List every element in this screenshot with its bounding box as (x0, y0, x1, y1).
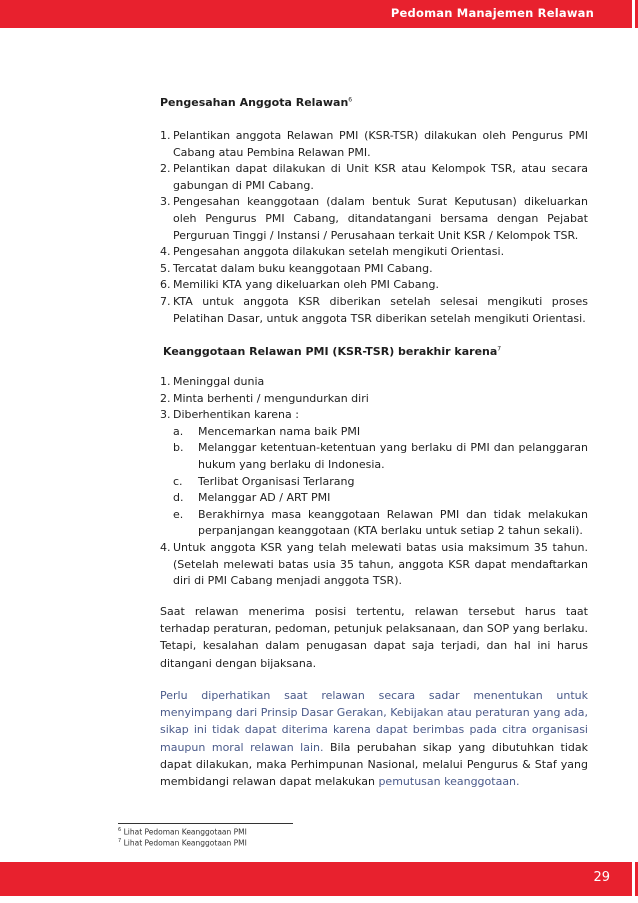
list-item: 3. Diberhentikan karena : a. Mencemarkan nama baik PMI b. Melanggar ketentuan-ketentuan yang berlaku di PMI dan pelanggaran hukum yang berlaku di Indonesia. c. Terlibat Organisasi Terlarang d. Melanggar AD / ART PMI e. Berakhirnya masa keanggotaan Relawan PMI dan tidak melakukan perpanjangan keanggotaan (KTA berlaku untuk setiap 2 tahun sekali). (160, 407, 588, 540)
list-item: 4. Pengesahan anggota dilakukan setelah mengikuti Orientasi. (160, 245, 505, 259)
sub-list-item: c. Terlibat Organisasi Terlarang (173, 474, 355, 488)
section1-list (160, 128, 588, 327)
list-item: 2. Pelantikan dapat dilakukan di Unit KSR atau Kelompok TSR, atau secara gabungan di PMI Cabang. (160, 162, 588, 192)
footnote-ref-6: 6 (348, 96, 353, 104)
list-item: 4. Untuk anggota KSR yang telah melewati batas usia maksimum 35 tahun. (Setelah melewati batas usia 35 tahun, anggota KSR dapat mendaftarkan diri di PMI Cabang menjadi anggota TSR). (160, 540, 588, 588)
paragraph-1: Saat relawan menerima posisi tertentu, relawan tersebut harus taat terhadap peraturan, pedoman, petunjuk pelaksanaan, dan SOP yang berlaku. Tetapi, kesalahan dalam penugasan dapat saja terjadi, dan hal ini harus ditangani dengan bijaksana. (160, 605, 588, 670)
paragraph-2-end: pemutusan keanggotaan. (378, 775, 520, 789)
sub-list-item: b. Melanggar ketentuan-ketentuan yang berlaku di PMI dan pelanggaran hukum yang berlaku di Indonesia. (173, 441, 588, 471)
section2-title: Keanggotaan Relawan PMI (KSR-TSR) berakhir karena$^7$ (163, 345, 502, 358)
sub-list-item: a. Mencemarkan nama baik PMI (173, 424, 361, 438)
list-item: 1. Meninggal dunia (160, 375, 265, 388)
footnote-7: $^7$ Lihat Pedoman Keanggotaan PMI (118, 838, 247, 848)
paragraph-2-body: Bila perubahan sikap yang dibutuhkan tidak dapat dilakukan, maka Perhimpunan Nasional, melalui Pengurus & Staf yang membidangi relawan dapat melakukan (160, 740, 588, 789)
sub-list-item: d. Melanggar AD / ART PMI (173, 491, 331, 505)
list-item: 5. Tercatat dalam buku keanggotaan PMI Cabang. (160, 261, 433, 275)
list-item: 3. Pengesahan keanggotaan (dalam bentuk Surat Keputusan) dikeluarkan oleh Pengurus PMI Cabang, ditandatangani bersama dengan Pejabat Perguruan Tinggi / Instansi / Perusahaan terkait Unit KSR / Kelompok TSR. (160, 195, 588, 242)
list-item: 2. Minta berhenti / mengundurkan diri (160, 391, 369, 405)
list-item: 7. KTA untuk anggota KSR diberikan setelah selesai mengikuti proses Pelatihan Dasar, untuk anggota TSR diberikan setelah mengikuti Orientasi. (160, 294, 588, 325)
sub-list (173, 424, 588, 540)
list-item: 1. Pelantikan anggota Relawan PMI (KSR-TSR) dilakukan oleh Pengurus PMI Cabang atau Pembina Relawan PMI. (160, 129, 588, 159)
footer-bar (0, 862, 638, 896)
footnote-ref-7: 7 (497, 345, 502, 353)
paragraph-2-highlight: Perlu diperhatikan saat relawan secara sadar menentukan untuk menyimpang dari Prinsip Dasar Gerakan, Kebijakan atau peraturan yang ada, sikap ini tidak dapat diterima karena dapat berimbas pada citra organisasi maupun moral relawan lain. (160, 689, 588, 754)
list-item: 6. Memiliki KTA yang dikeluarkan oleh PMI Cabang. (160, 278, 439, 292)
paragraph-2 (160, 687, 588, 790)
header-title: Pedoman Manajemen Relawan (390, 6, 594, 20)
page-number: 29 (593, 870, 610, 885)
header-bar (0, 0, 638, 30)
section2-list (160, 374, 588, 590)
section1-title: Pengesahan Anggota Relawan$^6$ (160, 96, 353, 109)
sub-list-item: e. Berakhirnya masa keanggotaan Relawan PMI dan tidak melakukan perpanjangan keanggotaan (KTA berlaku untuk setiap 2 tahun sekali). (173, 507, 588, 538)
footnote-divider (118, 823, 293, 824)
footnote-6: $^6$ Lihat Pedoman Keanggotaan PMI (118, 827, 247, 837)
